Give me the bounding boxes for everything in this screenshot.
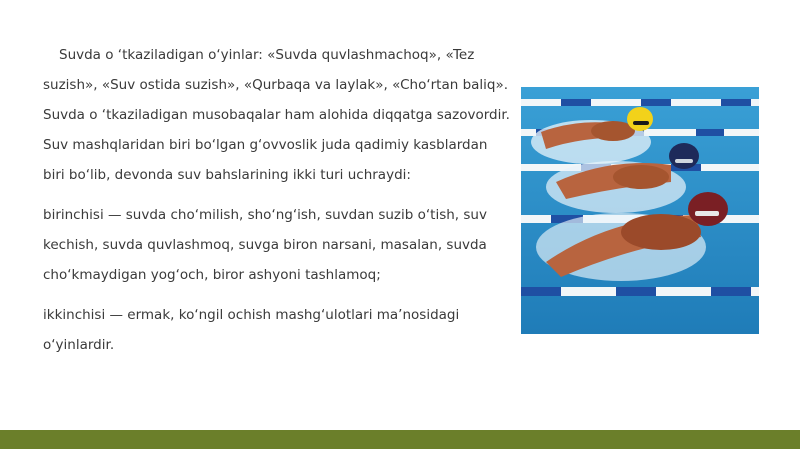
lane-rope-top [521,99,759,106]
paragraph-intro: Suvda o ‘tkaziladigan o‘yinlar: «Suvda quvlashmachoq», «Tez suzish», «Suv ostida suzish», «Qurbaqa va laylak», «Cho‘rtan baliq». Suvda o ‘tkaziladigan musobaqalar ham alohida diqqatga sazovordir. Suv mashqlaridan biri bo‘lgan g‘ovvoslik juda qadimiy kasblardan biri bo‘lib, devonda suv bahslarining ikki turi uchraydi: [43,47,510,183]
swimmers-photo [521,87,759,334]
navy-cap [669,143,699,169]
yellow-cap [627,107,653,131]
swimmers-illustration [521,87,759,334]
maroon-cap [688,192,728,226]
lane-rope-bottom [521,287,759,296]
paragraph-first-type: birinchisi — suvda cho‘milish, sho‘ng‘ish, suvdan suzib o‘tish, suv kechish, suvda quvlashmoq, suvga biron narsani, masalan, suvda cho‘kmaydigan yog‘och, biror ashyoni tashlamoq; [43,207,487,283]
paragraph-second-type: ikkinchisi — ermak, ko‘ngil ochish mashg‘ulotlari ma’nosidagi o‘yinlardir. [43,307,460,353]
footer-bar [0,430,800,449]
body-text [43,40,511,370]
